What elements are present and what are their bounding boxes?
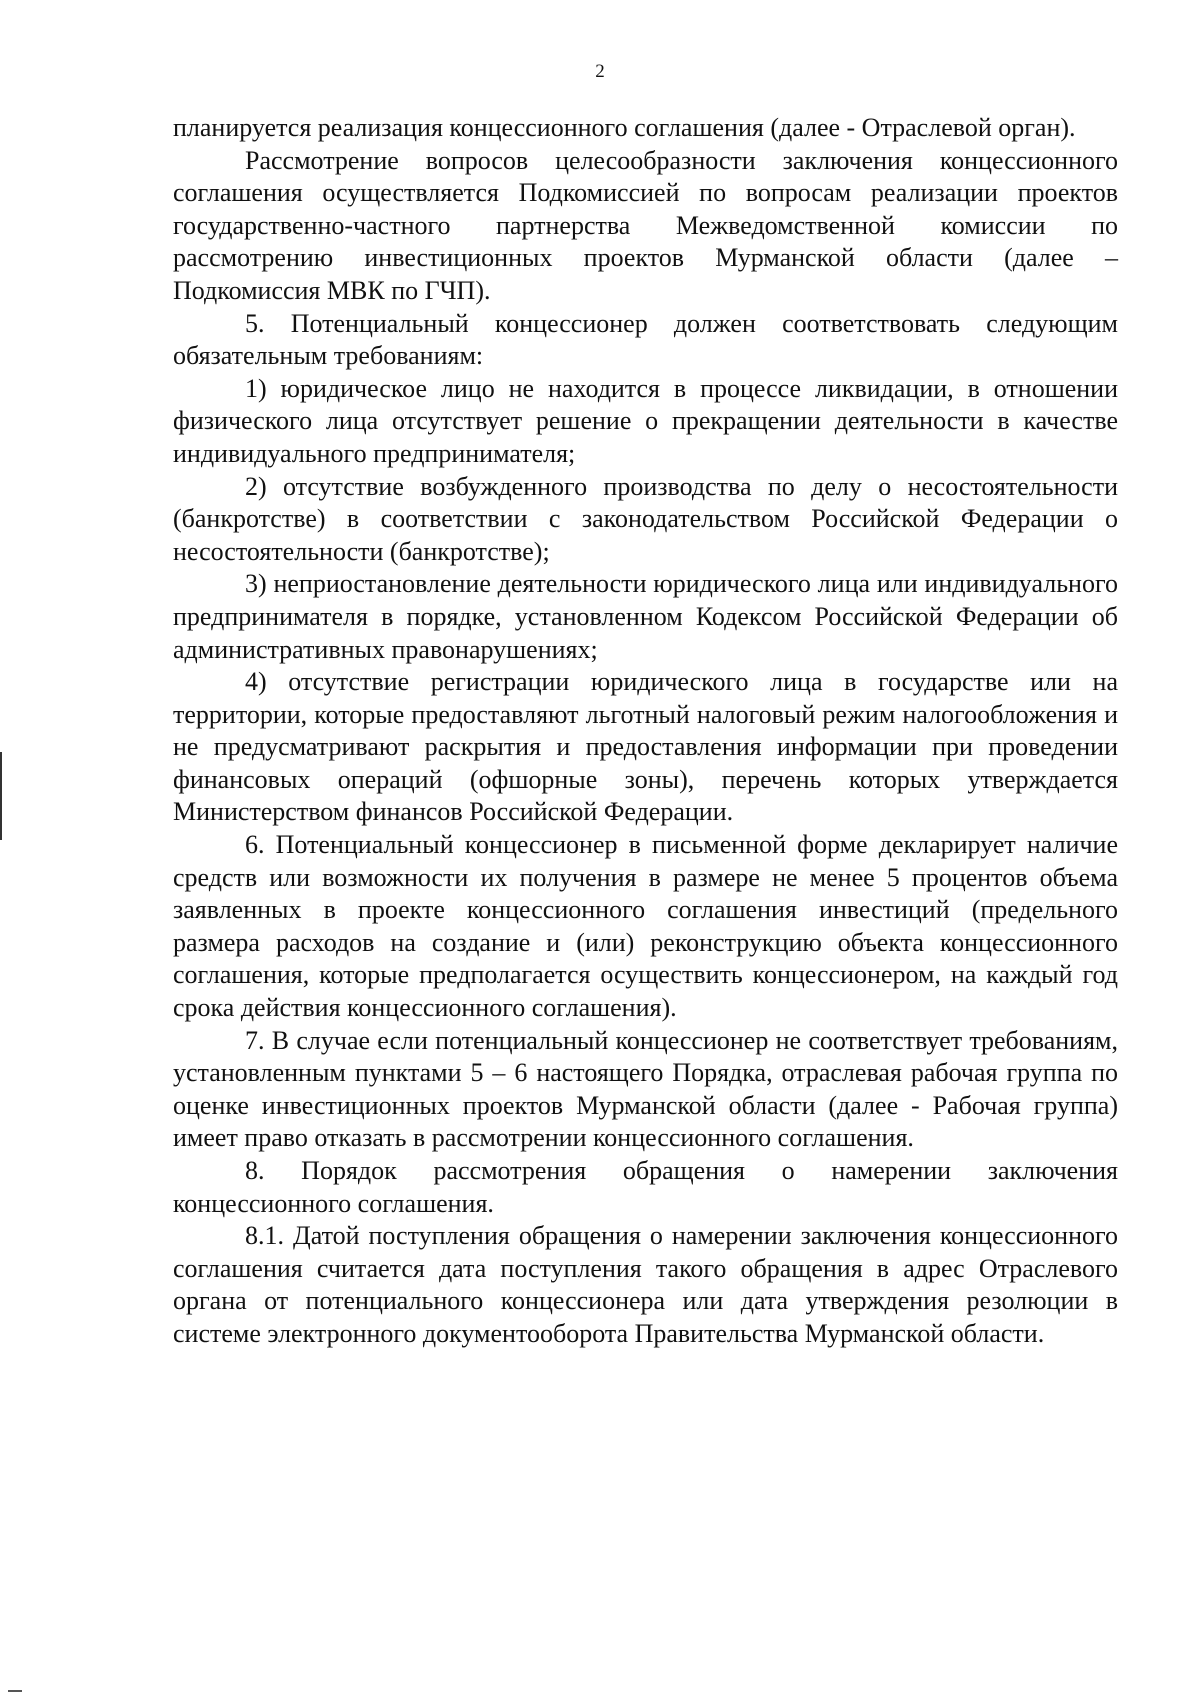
scan-corner-mark [8,1690,22,1692]
paragraph-item-7: 7. В случае если потенциальный концессионер не соответствует требованиям, установленным пунктами 5 – 6 настоящего Порядка, отраслевая рабочая группа по оценке инвестиционных проектов Мурманской области (далее - Рабочая группа) имеет право отказать в рассмотрении концессионного соглашения. [173,1025,1118,1153]
paragraph-item-8-1: 8.1. Датой поступления обращения о намерении заключения концессионного соглашения считается дата поступления такого обращения в адрес Отраслевого органа от потенциального концессионера или дата утверждения резолюции в системе электронного документооборота Правительства Мурманской области. [173,1221,1118,1348]
paragraph-item-5-3: 3) неприостановление деятельности юридического лица или индивидуального предпринимателя в порядке, установленном Кодексом Российской Федерации об административных правонарушениях; [173,569,1118,664]
paragraph-subcommission: Рассмотрение вопросов целесообразности заключения концессионного соглашения осуществляется Подкомиссией по вопросам реализации проектов государственно-частного партнерства Межведомственной комиссии по рассмотрению инвестиционных проектов Мурманской области (далее – Подкомиссия МВК по ГЧП). [173,145,1118,305]
paragraph-item-5: 5. Потенциальный концессионер должен соответствовать следующим обязательным требованиям: [173,308,1118,371]
page-number: 2 [595,61,605,82]
scan-margin-mark [0,752,2,840]
paragraph-item-5-4: 4) отсутствие регистрации юридического лица в государстве или на территории, которые предоставляют льготный налоговый режим налогообложения и не предусматривают раскрытия и предоставления информации при проведении финансовых операций (офшорные зоны), перечень которых утверждается Министерством финансов Российской Федерации. [173,667,1118,827]
document-body [173,112,1118,1351]
paragraph-continuation: планируется реализация концессионного соглашения (далее - Отраслевой орган). [173,113,1076,142]
paragraph-item-5-2: 2) отсутствие возбужденного производства по делу о несостоятельности (банкротстве) в соответствии с законодательством Российской Федерации о несостоятельности (банкротстве); [173,471,1118,566]
paragraph-item-6: 6. Потенциальный концессионер в письменной форме декларирует наличие средств или возможности их получения в размере не менее 5 процентов объема заявленных в проекте концессионного соглашения инвестиций (предельного размера расходов на создание и (или) реконструкцию объекта концессионного соглашения, которые предполагается осуществить концессионером, на каждый год срока действия концессионного соглашения). [173,830,1118,1023]
paragraph-item-5-1: 1) юридическое лицо не находится в процессе ликвидации, в отношении физического лица отсутствует решение о прекращении деятельности в качестве индивидуального предпринимателя; [173,373,1118,468]
paragraph-item-8: 8. Порядок рассмотрения обращения о намерении заключения концессионного соглашения. [173,1156,1118,1218]
